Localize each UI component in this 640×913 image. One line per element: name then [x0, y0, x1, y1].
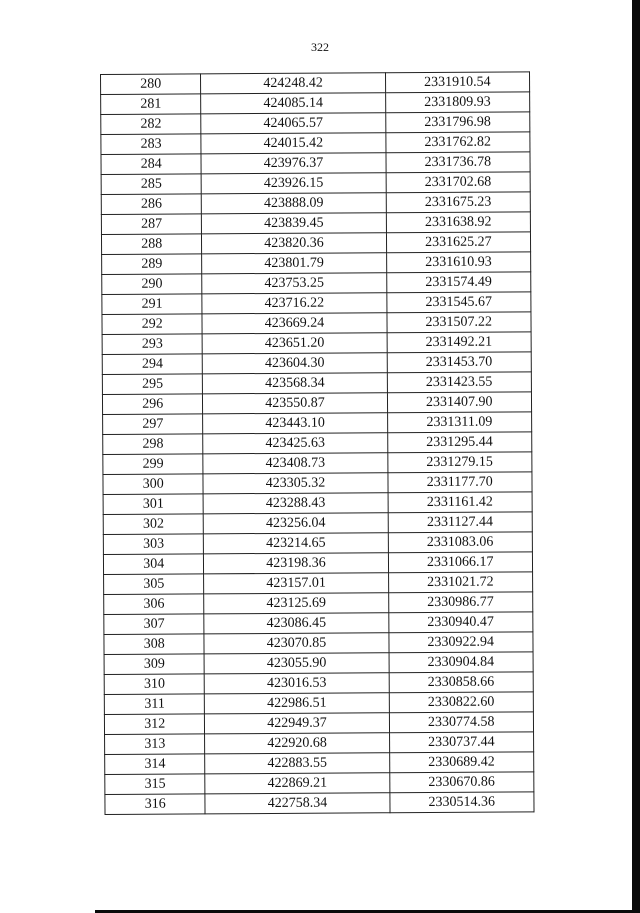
y-coordinate-cell: 2331311.09 — [387, 412, 532, 433]
table-row — [104, 632, 533, 655]
point-number-cell: 292 — [102, 314, 203, 335]
y-coordinate-cell: 2331638.92 — [386, 212, 531, 233]
y-coordinate-cell: 2331625.27 — [386, 232, 531, 253]
table-row — [103, 552, 532, 575]
point-number-cell: 302 — [103, 514, 204, 535]
point-number-cell: 280 — [101, 74, 202, 95]
y-coordinate-cell: 2330904.84 — [389, 652, 534, 673]
y-coordinate-cell: 2330689.42 — [389, 752, 534, 773]
table-row — [103, 452, 532, 475]
table-row — [104, 652, 533, 675]
table-row — [102, 312, 531, 335]
x-coordinate-cell: 423408.73 — [203, 453, 387, 474]
table-row — [103, 492, 532, 515]
point-number-cell: 281 — [101, 94, 202, 115]
table-row — [102, 272, 531, 295]
point-number-cell: 300 — [103, 474, 204, 495]
point-number-cell: 309 — [104, 654, 205, 675]
x-coordinate-cell: 423070.85 — [204, 633, 388, 654]
point-number-cell: 301 — [103, 494, 204, 515]
point-number-cell: 310 — [104, 674, 205, 695]
x-coordinate-cell: 423305.32 — [203, 473, 387, 494]
x-coordinate-cell: 423256.04 — [204, 513, 388, 534]
point-number-cell: 304 — [103, 554, 204, 575]
y-coordinate-cell: 2331809.93 — [385, 92, 530, 113]
x-coordinate-cell: 422758.34 — [205, 793, 389, 814]
table-row — [101, 212, 530, 235]
y-coordinate-cell: 2331545.67 — [386, 292, 531, 313]
y-coordinate-cell: 2331161.42 — [388, 492, 533, 513]
point-number-cell: 298 — [103, 434, 204, 455]
point-number-cell: 311 — [104, 694, 205, 715]
y-coordinate-cell: 2331910.54 — [385, 72, 530, 93]
point-number-cell: 315 — [105, 774, 206, 795]
table-row — [105, 772, 534, 795]
x-coordinate-cell: 423888.09 — [202, 193, 386, 214]
y-coordinate-cell: 2331279.15 — [387, 452, 532, 473]
x-coordinate-cell: 424085.14 — [201, 93, 385, 114]
scan-edge-right — [632, 0, 640, 913]
x-coordinate-cell: 423976.37 — [201, 153, 385, 174]
y-coordinate-cell: 2331407.90 — [387, 392, 532, 413]
table-row — [102, 352, 531, 375]
point-number-cell: 303 — [103, 534, 204, 555]
x-coordinate-cell: 423125.69 — [204, 593, 388, 614]
x-coordinate-cell: 423288.43 — [204, 493, 388, 514]
table-row — [101, 92, 530, 115]
x-coordinate-cell: 423016.53 — [205, 673, 389, 694]
table-row — [105, 792, 534, 815]
x-coordinate-cell: 423669.24 — [202, 313, 386, 334]
point-number-cell: 312 — [104, 714, 205, 735]
y-coordinate-cell: 2331423.55 — [387, 372, 532, 393]
point-number-cell: 288 — [101, 234, 202, 255]
x-coordinate-cell: 423568.34 — [203, 373, 387, 394]
table-row — [105, 732, 534, 755]
table-row — [101, 132, 530, 155]
table-row — [101, 112, 530, 135]
y-coordinate-cell: 2330514.36 — [389, 792, 534, 813]
x-coordinate-cell: 422920.68 — [205, 733, 389, 754]
x-coordinate-cell: 423820.36 — [202, 233, 386, 254]
point-number-cell: 295 — [102, 374, 203, 395]
y-coordinate-cell: 2331702.68 — [386, 172, 531, 193]
y-coordinate-cell: 2330858.66 — [389, 672, 534, 693]
table-row — [102, 392, 531, 415]
x-coordinate-cell: 423839.45 — [202, 213, 386, 234]
x-coordinate-cell: 423604.30 — [203, 353, 387, 374]
x-coordinate-cell: 424065.57 — [201, 113, 385, 134]
point-number-cell: 306 — [104, 594, 205, 615]
point-number-cell: 308 — [104, 634, 205, 655]
y-coordinate-cell: 2330822.60 — [389, 692, 534, 713]
table-row — [101, 192, 530, 215]
table-row — [104, 572, 533, 595]
point-number-cell: 313 — [105, 734, 206, 755]
x-coordinate-cell: 423157.01 — [204, 573, 388, 594]
point-number-cell: 285 — [101, 174, 202, 195]
point-number-cell: 297 — [103, 414, 204, 435]
y-coordinate-cell: 2330670.86 — [389, 772, 534, 793]
x-coordinate-cell: 423801.79 — [202, 253, 386, 274]
y-coordinate-cell: 2331762.82 — [385, 132, 530, 153]
x-coordinate-cell: 423086.45 — [204, 613, 388, 634]
table-row — [103, 432, 532, 455]
table-row — [104, 672, 533, 695]
table-row — [102, 372, 531, 395]
table-row — [102, 292, 531, 315]
x-coordinate-cell: 423926.15 — [202, 173, 386, 194]
y-coordinate-cell: 2331066.17 — [388, 552, 533, 573]
y-coordinate-cell: 2331492.21 — [387, 332, 532, 353]
y-coordinate-cell: 2331295.44 — [387, 432, 532, 453]
point-number-cell: 291 — [102, 294, 203, 315]
point-number-cell: 287 — [101, 214, 202, 235]
table-row — [102, 252, 531, 275]
table-row — [104, 712, 533, 735]
x-coordinate-cell: 424015.42 — [201, 133, 385, 154]
x-coordinate-cell: 423716.22 — [202, 293, 386, 314]
table-row — [104, 612, 533, 635]
point-number-cell: 307 — [104, 614, 205, 635]
y-coordinate-cell: 2330986.77 — [388, 592, 533, 613]
table-row — [103, 472, 532, 495]
x-coordinate-cell: 422883.55 — [205, 753, 389, 774]
x-coordinate-cell: 423055.90 — [204, 653, 388, 674]
point-number-cell: 305 — [104, 574, 205, 595]
point-number-cell: 294 — [102, 354, 203, 375]
y-coordinate-cell: 2330737.44 — [389, 732, 534, 753]
x-coordinate-cell: 423214.65 — [204, 533, 388, 554]
point-number-cell: 282 — [101, 114, 202, 135]
y-coordinate-cell: 2331574.49 — [386, 272, 531, 293]
x-coordinate-cell: 424248.42 — [201, 73, 385, 94]
point-number-cell: 299 — [103, 454, 204, 475]
x-coordinate-cell: 423425.63 — [203, 433, 387, 454]
y-coordinate-cell: 2330774.58 — [389, 712, 534, 733]
table-row — [101, 172, 530, 195]
point-number-cell: 296 — [102, 394, 203, 415]
table-row — [103, 412, 532, 435]
point-number-cell: 290 — [102, 274, 203, 295]
y-coordinate-cell: 2331453.70 — [387, 352, 532, 373]
table-row — [102, 332, 531, 355]
table-row — [103, 532, 532, 555]
coordinates-table — [100, 71, 535, 815]
table-row — [101, 152, 530, 175]
point-number-cell: 283 — [101, 134, 202, 155]
page-number: 322 — [311, 40, 329, 54]
x-coordinate-cell: 422986.51 — [205, 693, 389, 714]
table-row — [101, 232, 530, 255]
x-coordinate-cell: 423443.10 — [203, 413, 387, 434]
point-number-cell: 289 — [102, 254, 203, 275]
table-row — [104, 692, 533, 715]
y-coordinate-cell: 2330922.94 — [388, 632, 533, 653]
table-row — [104, 592, 533, 615]
point-number-cell: 293 — [102, 334, 203, 355]
table-row — [101, 72, 530, 95]
point-number-cell: 316 — [105, 794, 206, 815]
x-coordinate-cell: 423753.25 — [202, 273, 386, 294]
x-coordinate-cell: 423550.87 — [203, 393, 387, 414]
x-coordinate-cell: 423651.20 — [203, 333, 387, 354]
y-coordinate-cell: 2331736.78 — [386, 152, 531, 173]
coordinates-table-body — [101, 72, 535, 815]
x-coordinate-cell: 422949.37 — [205, 713, 389, 734]
table-row — [103, 512, 532, 535]
y-coordinate-cell: 2331127.44 — [388, 512, 533, 533]
y-coordinate-cell: 2331021.72 — [388, 572, 533, 593]
point-number-cell: 286 — [101, 194, 202, 215]
y-coordinate-cell: 2330940.47 — [388, 612, 533, 633]
table-row — [105, 752, 534, 775]
y-coordinate-cell: 2331177.70 — [387, 472, 532, 493]
y-coordinate-cell: 2331507.22 — [387, 312, 532, 333]
x-coordinate-cell: 422869.21 — [205, 773, 389, 794]
point-number-cell: 284 — [101, 154, 202, 175]
y-coordinate-cell: 2331796.98 — [385, 112, 530, 133]
y-coordinate-cell: 2331675.23 — [386, 192, 531, 213]
y-coordinate-cell: 2331083.06 — [388, 532, 533, 553]
x-coordinate-cell: 423198.36 — [204, 553, 388, 574]
point-number-cell: 314 — [105, 754, 206, 775]
y-coordinate-cell: 2331610.93 — [386, 252, 531, 273]
